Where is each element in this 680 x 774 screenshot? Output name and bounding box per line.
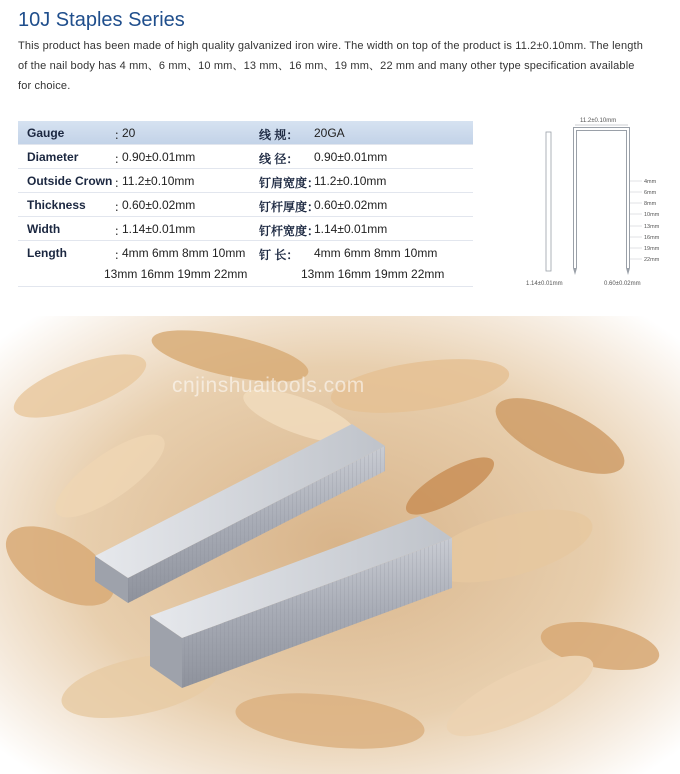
spec-label: Thickness	[27, 198, 86, 212]
spec-cn-value: 0.90±0.01mm	[314, 150, 388, 164]
spec-cn-value: 13mm 16mm 19mm 22mm	[301, 267, 445, 281]
width-dimension-label: 1.14±0.01mm	[526, 281, 563, 287]
spec-label: Outside Crown	[27, 174, 113, 188]
spec-cn-label: 钉杆宽度：	[259, 224, 320, 238]
spec-row-length	[18, 241, 473, 264]
spec-cn-value: 20GA	[314, 126, 345, 140]
spec-table	[18, 121, 473, 287]
spec-colon: ：	[114, 176, 127, 190]
length-label: 10mm	[644, 212, 660, 218]
spec-row-outside-crown	[18, 169, 473, 193]
spec-cn-label: 钉杆厚度：	[259, 200, 320, 214]
length-label: 13mm	[644, 224, 660, 230]
length-label: 16mm	[644, 235, 660, 241]
staple-dimension-diagram	[520, 115, 670, 295]
length-label: 6mm	[644, 190, 657, 196]
spec-row-gauge	[18, 121, 473, 145]
spec-colon: ：	[114, 224, 127, 238]
product-description: This product has been made of high quality galvanized iron wire. The width on top of the product is 11.2±0.10mm. The length of the nail body has 4 mm、6 mm、10 mm、13 mm、16 mm、19 mm、22 mm and many other type specification available for choice.	[18, 40, 643, 92]
spec-colon: ：	[114, 248, 127, 262]
spec-value: 0.60±0.02mm	[122, 198, 196, 212]
spec-value: 4mm 6mm 8mm 10mm	[122, 246, 246, 260]
spec-cn-value: 0.60±0.02mm	[314, 198, 388, 212]
spec-value: 20	[122, 126, 136, 140]
thickness-dimension-label: 0.60±0.02mm	[604, 281, 641, 287]
spec-row-width	[18, 217, 473, 241]
spec-colon: ：	[114, 152, 127, 166]
watermark: cnjinshuaitools.com	[172, 374, 365, 397]
length-label: 22mm	[644, 257, 660, 263]
spec-value: 11.2±0.10mm	[122, 174, 195, 188]
spec-label: Width	[27, 222, 61, 236]
spec-label: Gauge	[27, 126, 65, 140]
spec-value: 13mm 16mm 19mm 22mm	[104, 267, 248, 281]
length-label: 4mm	[644, 179, 657, 185]
spec-cn-label: 钉 长：	[259, 248, 299, 262]
spec-row-thickness	[18, 193, 473, 217]
staple-front-profile	[575, 129, 628, 268]
spec-cn-label: 钉肩宽度：	[259, 176, 320, 190]
spec-row-length-continued	[18, 264, 473, 287]
spec-label: Length	[27, 246, 67, 260]
spec-cn-label: 线 规：	[259, 128, 299, 142]
spec-cn-value: 11.2±0.10mm	[314, 174, 387, 188]
spec-cn-value: 1.14±0.01mm	[314, 222, 388, 236]
product-photo	[0, 316, 680, 774]
spec-cn-value: 4mm 6mm 8mm 10mm	[314, 246, 438, 260]
staple-side-profile	[546, 132, 551, 271]
length-label: 8mm	[644, 201, 657, 207]
spec-value: 0.90±0.01mm	[122, 150, 196, 164]
spec-row-diameter	[18, 145, 473, 169]
spec-colon: ：	[114, 200, 127, 214]
spec-value: 1.14±0.01mm	[122, 222, 196, 236]
spec-cn-label: 线 径：	[259, 152, 299, 166]
length-label: 19mm	[644, 246, 660, 252]
page-title: 10J Staples Series	[18, 9, 185, 31]
spec-label: Diameter	[27, 150, 79, 164]
spec-colon: ：	[114, 128, 127, 142]
crown-dimension-label: 11.2±0.10mm	[580, 118, 617, 124]
